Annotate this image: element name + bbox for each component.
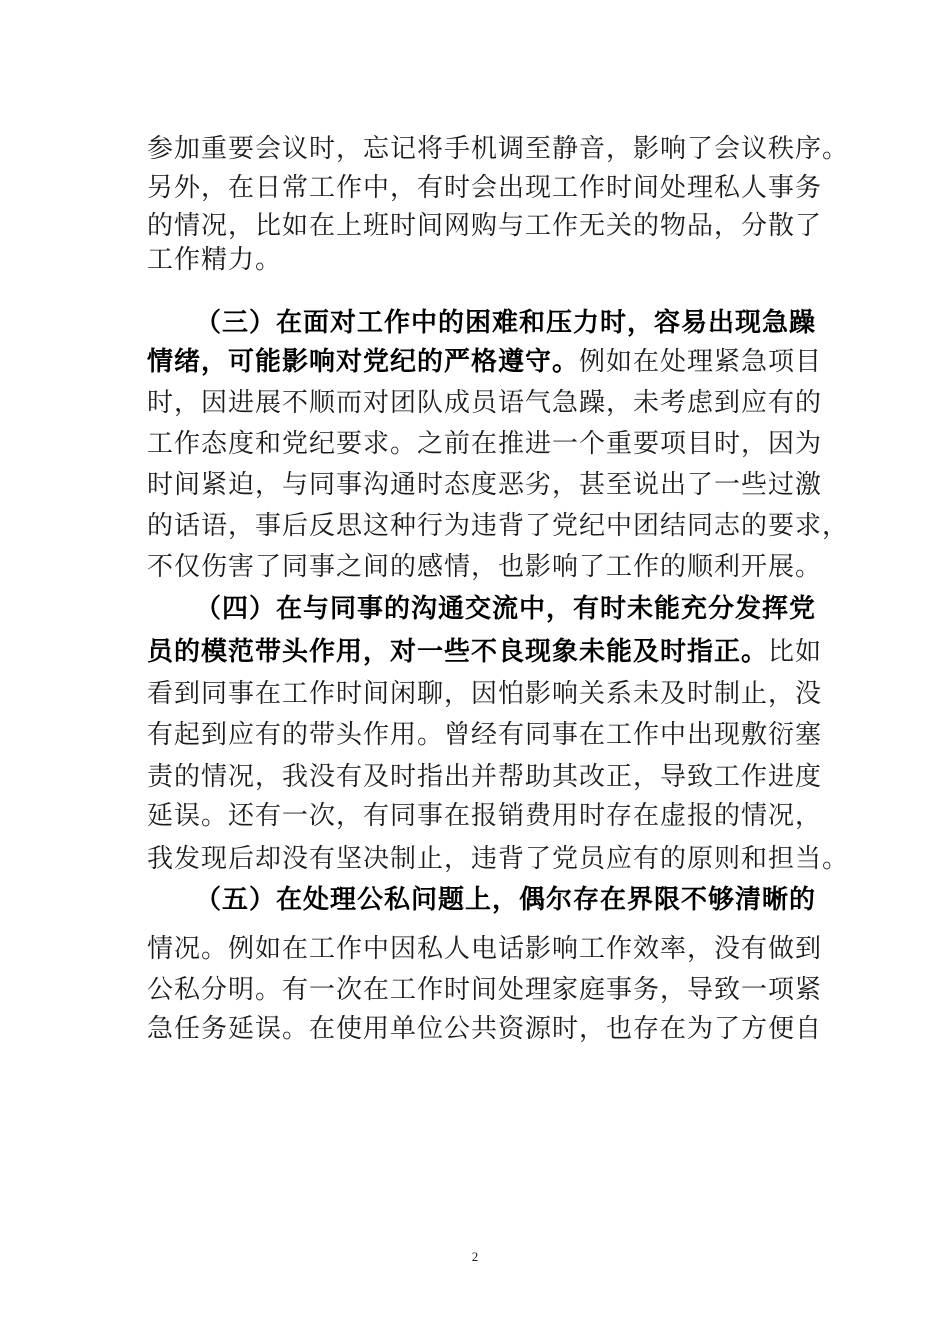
body-text: 例如在处理紧急项目	[579, 347, 823, 377]
body-text: 不仅伤害了同事之间的感情，也影响了工作的顺利开展。	[147, 552, 823, 582]
body-text: 工作精力。	[147, 245, 283, 275]
body-text: 看到同事在工作时间闲聊，因怕影响关系未及时制止，没	[147, 679, 823, 709]
body-text: 的情况，比如在上班时间网购与工作无关的物品，分散了	[147, 211, 823, 241]
text-line	[0, 506, 950, 546]
text-line	[0, 970, 950, 1010]
bold-text: 情绪，可能影响对党纪的严格遵守。	[147, 347, 580, 377]
bold-text: （三）在面对工作中的困难和压力时，容易出现急躁	[195, 308, 817, 338]
text-line	[0, 839, 950, 879]
bold-text: （四）在与同事的沟通交流中，有时未能充分发挥党	[195, 594, 817, 624]
bold-text: （五）在处理公私问题上，偶尔存在界限不够清晰的	[195, 885, 817, 915]
body-text: 我发现后却没有坚决制止，违背了党员应有的原则和担当。	[147, 844, 850, 874]
page-number: 2	[471, 1249, 479, 1264]
section-heading-line	[0, 303, 950, 343]
body-text: 急任务延误。在使用单位公共资源时，也存在为了方便自	[147, 1014, 823, 1044]
text-line	[0, 632, 950, 672]
body-text: 时间紧迫，与同事沟通时态度恶劣，甚至说出了一些过激	[147, 470, 823, 500]
section-heading-line	[0, 880, 950, 920]
body-text: 责的情况，我没有及时指出并帮助其改正，导致工作进度	[147, 762, 823, 792]
body-text: 时，因进展不顺而对团队成员语气急躁，未考虑到应有的	[147, 388, 823, 418]
body-text: 的话语，事后反思这种行为违背了党纪中团结同志的要求，	[147, 511, 850, 541]
text-line	[0, 796, 950, 836]
text-line	[0, 240, 950, 280]
body-text: 工作态度和党纪要求。之前在推进一个重要项目时，因为	[147, 429, 823, 459]
body-text: 参加重要会议时，忘记将手机调至静音，影响了会议秩序。	[147, 134, 850, 164]
text-line	[0, 424, 950, 464]
body-text: 另外，在日常工作中，有时会出现工作时间处理私人事务	[147, 173, 823, 203]
text-line	[0, 1009, 950, 1049]
body-text: 有起到应有的带头作用。曾经有同事在工作中出现敷衍塞	[147, 720, 823, 750]
text-line	[0, 342, 950, 382]
body-text: 延误。还有一次，有同事在报销费用时存在虚报的情况，	[147, 801, 823, 831]
text-line	[0, 715, 950, 755]
text-line	[0, 757, 950, 797]
body-text: 公私分明。有一次在工作时间处理家庭事务，导致一项紧	[147, 975, 823, 1005]
section-heading-line	[0, 589, 950, 629]
text-line	[0, 929, 950, 969]
text-line	[0, 674, 950, 714]
text-line	[0, 168, 950, 208]
body-text: 比如	[768, 637, 823, 667]
bold-text: 员的模范带头作用，对一些不良现象未能及时指正。	[147, 637, 769, 667]
text-line	[0, 547, 950, 587]
text-line	[0, 129, 950, 169]
body-text: 情况。例如在工作中因私人电话影响工作效率，没有做到	[147, 934, 823, 964]
text-line	[0, 465, 950, 505]
text-line	[0, 383, 950, 423]
